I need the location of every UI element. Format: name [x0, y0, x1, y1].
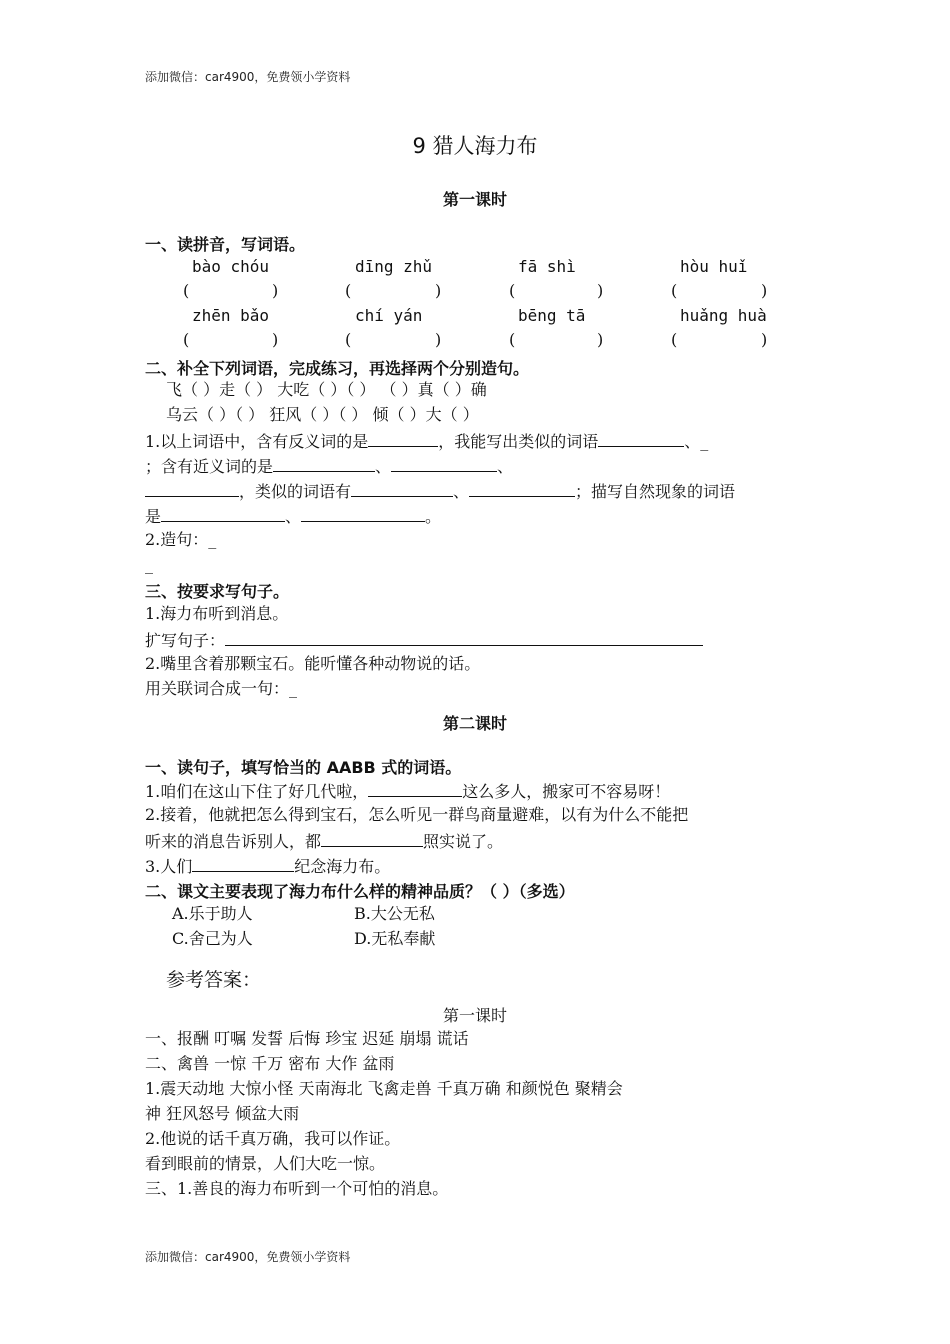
- l1-s2-q1-line2: ；含有近义词的是 、 、: [145, 454, 513, 478]
- l1-s3-q2: 2.嘴里含着那颗宝石。能听懂各种动物说的话。: [145, 654, 481, 673]
- answer-blank[interactable]: [273, 454, 375, 472]
- answer-paren-open: (: [183, 330, 190, 349]
- pinyin-item: fā shì: [518, 257, 576, 276]
- l1-s2-heading: 二、补全下列词语，完成练习，再选择两个分别造句。: [145, 359, 530, 378]
- answer-line: 三、1.善良的海力布听到一个可怕的消息。: [145, 1179, 449, 1198]
- l2-s1-heading: 一、读句子，填写恰当的 AABB 式的词语。: [145, 758, 462, 777]
- answer-line: 看到眼前的情景，人们大吃一惊。: [145, 1154, 386, 1173]
- l2-s1-q2-line1: 2.接着，他就把怎么得到宝石，怎么听见一群鸟商量避难，以有为什么不能把: [145, 805, 689, 824]
- pinyin-item: bào chóu: [192, 257, 270, 276]
- answer-blank[interactable]: [225, 628, 703, 646]
- answer-paren-open: (: [183, 281, 190, 300]
- answer-line: 一、报酬 叮嘱 发誓 后悔 珍宝 迟延 崩塌 谎话: [145, 1029, 469, 1048]
- header-note: 添加微信：car4900，免费领小学资料: [145, 70, 351, 84]
- answer-line: 2.他说的话千真万确，我可以作证。: [145, 1129, 401, 1148]
- answer-paren-open: (: [509, 330, 516, 349]
- answer-blank[interactable]: [368, 429, 438, 447]
- answer-line: 二、禽兽 一惊 千万 密布 大作 盆雨: [145, 1054, 395, 1073]
- l1-s3-q2-task: 用关联词合成一句：_: [145, 679, 298, 698]
- answer-line: 神 狂风怒号 倾盆大雨: [145, 1104, 300, 1123]
- l1-s2-q1-line4: 是 、 。: [145, 504, 441, 528]
- answer-blank[interactable]: [161, 504, 285, 522]
- pinyin-item: bēng tā: [518, 306, 586, 325]
- page-title: 9 猎人海力布: [412, 134, 538, 158]
- answer-blank[interactable]: [192, 854, 294, 872]
- answer-paren-close: ): [272, 281, 279, 300]
- answer-blank[interactable]: [321, 829, 423, 847]
- l1-s1-heading: 一、读拼音，写词语。: [145, 235, 306, 254]
- answer-paren-open: (: [671, 330, 678, 349]
- answer-paren-open: (: [671, 281, 678, 300]
- l1-s3-heading: 三、按要求写句子。: [145, 582, 290, 601]
- answer-paren-open: (: [345, 281, 352, 300]
- lesson2-heading: 第二课时: [442, 714, 507, 733]
- lesson1-heading: 第一课时: [442, 190, 507, 209]
- l2-s1-q3: 3.人们 纪念海力布。: [145, 854, 390, 878]
- l1-s2-q1-line1: 1.以上词语中，含有反义词的是 ，我能写出类似的词语 、_: [145, 429, 708, 453]
- answer-blank[interactable]: [368, 779, 462, 797]
- answer-paren-close: ): [435, 281, 442, 300]
- answer-blank[interactable]: [598, 429, 684, 447]
- answer-paren-open: (: [509, 281, 516, 300]
- answer-paren-close: ): [597, 281, 604, 300]
- l1-s3-q1-task: 扩写句子：: [145, 628, 703, 652]
- answer-blank[interactable]: [469, 479, 575, 497]
- pinyin-item: hòu huǐ: [680, 257, 748, 276]
- option-d[interactable]: D.无私奉献: [354, 929, 436, 948]
- answer-blank[interactable]: [301, 504, 425, 522]
- answer-paren-open: (: [345, 330, 352, 349]
- answer-paren-close: ): [597, 330, 604, 349]
- option-a[interactable]: A.乐于助人: [172, 904, 253, 923]
- footer-note: 添加微信：car4900，免费领小学资料: [145, 1250, 351, 1264]
- answer-blank[interactable]: [391, 454, 497, 472]
- l1-s2-q2: 2.造句：_: [145, 530, 217, 549]
- l2-s1-q2-line2: 听来的消息告诉别人，都 照实说了。: [145, 829, 503, 853]
- answer-blank[interactable]: [351, 479, 453, 497]
- l2-s1-q1: 1.咱们在这山下住了好几代啦， 这么多人，搬家可不容易呀！: [145, 779, 670, 803]
- answers-title: 参考答案：: [166, 969, 262, 991]
- l1-s3-q1: 1.海力布听到消息。: [145, 604, 289, 623]
- l1-s2-q1-line3: ，类似的词语有 、 ；描写自然现象的词语: [145, 479, 735, 503]
- answer-paren-close: ): [761, 330, 768, 349]
- option-c[interactable]: C.舍己为人: [172, 929, 253, 948]
- l1-s2-q2-cont: _: [145, 555, 153, 574]
- answer-blank[interactable]: [145, 479, 239, 497]
- answer-line: 1.震天动地 大惊小怪 天南海北 飞禽走兽 千真万确 和颜悦色 聚精会: [145, 1079, 623, 1098]
- pinyin-item: dīng zhǔ: [355, 257, 433, 276]
- answer-paren-close: ): [761, 281, 768, 300]
- l2-s2-heading: 二、课文主要表现了海力布什么样的精神品质？（ ）（多选）: [145, 882, 575, 901]
- idiom-row: 飞（ ）走（ ） 大吃（ ）（ ） （ ）真（ ）确: [166, 380, 487, 399]
- option-b[interactable]: B.大公无私: [354, 904, 435, 923]
- answer-paren-close: ): [272, 330, 279, 349]
- pinyin-item: huǎng huà: [680, 306, 767, 325]
- answer-paren-close: ): [435, 330, 442, 349]
- pinyin-item: zhēn bǎo: [192, 306, 270, 325]
- pinyin-item: chí yán: [355, 306, 423, 325]
- idiom-row: 乌云（ ）（ ） 狂风（ ）（ ） 倾（ ）大（ ）: [166, 405, 479, 424]
- answers-lesson-heading: 第一课时: [442, 1006, 507, 1025]
